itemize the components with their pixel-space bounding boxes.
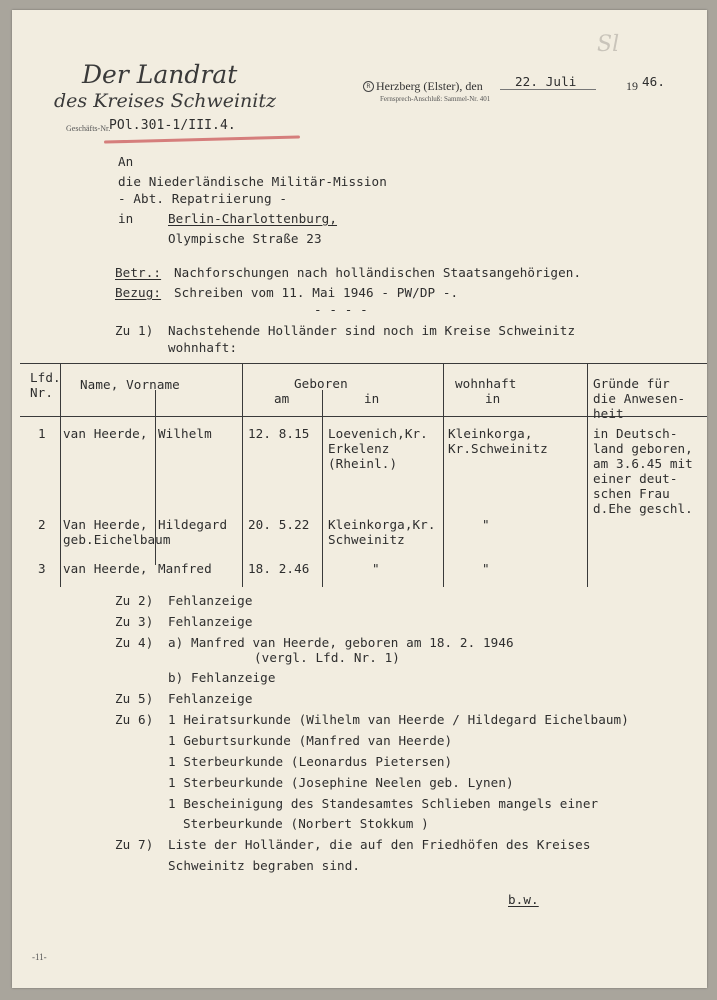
separator: - - - - [314, 302, 368, 317]
row-firstname: Wilhelm [158, 426, 212, 441]
row-firstname: Hildegard [158, 517, 228, 532]
item4a-text: a) Manfred van Heerde, geboren am 18. 2. 1946 [168, 635, 514, 650]
phone-note: Fernsprech-Anschluß: Sammel-Nr. 401 [380, 95, 491, 103]
row-residence: " [482, 561, 490, 576]
row-born-place: (Rheinl.) [328, 456, 398, 471]
item6-line4: 1 Sterbeurkunde (Josephine Neelen geb. Lynen) [168, 775, 514, 790]
item1-line2: wohnhaft: [168, 340, 238, 355]
row-reason: am 3.6.45 mit [593, 456, 693, 471]
header-gruende-3: heit [593, 406, 624, 421]
page-mark: -11- [32, 952, 47, 962]
item7-line2: Schweinitz begraben sind. [168, 858, 361, 873]
item4a-note: (vergl. Lfd. Nr. 1) [254, 650, 400, 665]
row-surname: Van Heerde, [63, 517, 148, 532]
row-born-place: Schweinitz [328, 532, 405, 547]
row-residence: " [482, 517, 490, 532]
row-nr: 2 [38, 517, 46, 532]
row-born-place: " [372, 561, 380, 576]
turn-over-note: b.w. [508, 892, 539, 907]
row-nr: 3 [38, 561, 46, 576]
recipient-an: An [118, 154, 134, 169]
recipient-street: Olympische Straße 23 [168, 231, 322, 246]
item5-label: Zu 5) [115, 691, 154, 706]
reference-label: Geschäfts-Nr. [66, 124, 111, 133]
header-wohnhaft-in: in [485, 391, 501, 406]
row-born-date: 20. 5.22 [248, 517, 310, 532]
row-born-date: 18. 2.46 [248, 561, 310, 576]
item6-line2: 1 Geburtsurkunde (Manfred van Heerde) [168, 733, 453, 748]
item5-text: Fehlanzeige [168, 691, 253, 706]
betr-label: Betr.: [115, 265, 162, 280]
pencil-mark: Sl [597, 32, 620, 57]
seal-icon: R [363, 81, 374, 92]
row-surname-birth: geb.Eichelbaum [63, 532, 171, 547]
reference-number: POl.301-1/III.4. [109, 118, 236, 133]
date-year-prefix: 19 [626, 79, 638, 93]
row-reason: einer deut- [593, 471, 678, 486]
row-residence: Kr.Schweinitz [448, 441, 548, 456]
bezug-text: Schreiben vom 11. Mai 1946 - PW/DP -. [174, 285, 459, 300]
header-am: am [274, 391, 290, 406]
header-geboren: Geboren [294, 376, 348, 391]
recipient-line2: - Abt. Repatriierung - [118, 191, 288, 206]
row-reason: land geboren, [593, 441, 693, 456]
item4-label: Zu 4) [115, 635, 154, 650]
row-nr: 1 [38, 426, 46, 441]
bezug-label: Bezug: [115, 285, 162, 300]
item2-label: Zu 2) [115, 593, 154, 608]
header-lfd: Lfd. [30, 370, 61, 385]
item7-label: Zu 7) [115, 837, 154, 852]
header-gruende-1: Gründe für [593, 376, 670, 391]
row-born-date: 12. 8.15 [248, 426, 310, 441]
row-surname: van Heerde, [63, 561, 148, 576]
row-reason: schen Frau [593, 486, 670, 501]
letterhead-authority: Der Landrat [82, 60, 238, 89]
item2-text: Fehlanzeige [168, 593, 253, 608]
row-born-place: Erkelenz [328, 441, 390, 456]
row-reason: d.Ehe geschl. [593, 501, 693, 516]
header-name: Name, Vorname [80, 377, 180, 392]
item6-line3: 1 Sterbeurkunde (Leonardus Pietersen) [168, 754, 453, 769]
row-reason: in Deutsch- [593, 426, 678, 441]
document-page [12, 10, 707, 988]
date-year-suffix: 46. [642, 74, 666, 89]
item7-line1: Liste der Holländer, die auf den Friedhöfen des Kreises [168, 837, 591, 852]
header-wohnhaft: wohnhaft [455, 376, 517, 391]
row-born-place: Loevenich,Kr. [328, 426, 428, 441]
betr-text: Nachforschungen nach holländischen Staatsangehörigen. [174, 265, 582, 280]
recipient-line1: die Niederländische Militär-Mission [118, 174, 387, 189]
recipient-in: in [118, 211, 134, 226]
header-in: in [364, 391, 380, 406]
item6-line6: Sterbeurkunde (Norbert Stokkum ) [183, 816, 429, 831]
row-firstname: Manfred [158, 561, 212, 576]
red-underline [104, 135, 300, 143]
header-nr: Nr. [30, 385, 54, 400]
item1-label: Zu 1) [115, 323, 154, 338]
row-born-place: Kleinkorga,Kr. [328, 517, 436, 532]
row-residence: Kleinkorga, [448, 426, 533, 441]
date-day-month: 22. Juli [515, 74, 577, 89]
letterhead-district: des Kreises Schweinitz [54, 90, 277, 112]
item6-line5: 1 Bescheinigung des Standesamtes Schlieben mangels einer [168, 796, 599, 811]
item4b-text: b) Fehlanzeige [168, 670, 276, 685]
item1-line1: Nachstehende Holländer sind noch im Kreise Schweinitz [168, 323, 576, 338]
header-gruende-2: die Anwesen- [593, 391, 686, 406]
recipient-city: Berlin-Charlottenburg, [168, 211, 338, 226]
item6-line1: 1 Heiratsurkunde (Wilhelm van Heerde / Hildegard Eichelbaum) [168, 712, 629, 727]
row-surname: van Heerde, [63, 426, 148, 441]
item3-text: Fehlanzeige [168, 614, 253, 629]
item6-label: Zu 6) [115, 712, 154, 727]
item3-label: Zu 3) [115, 614, 154, 629]
place-label: Herzberg (Elster), den [376, 79, 483, 93]
